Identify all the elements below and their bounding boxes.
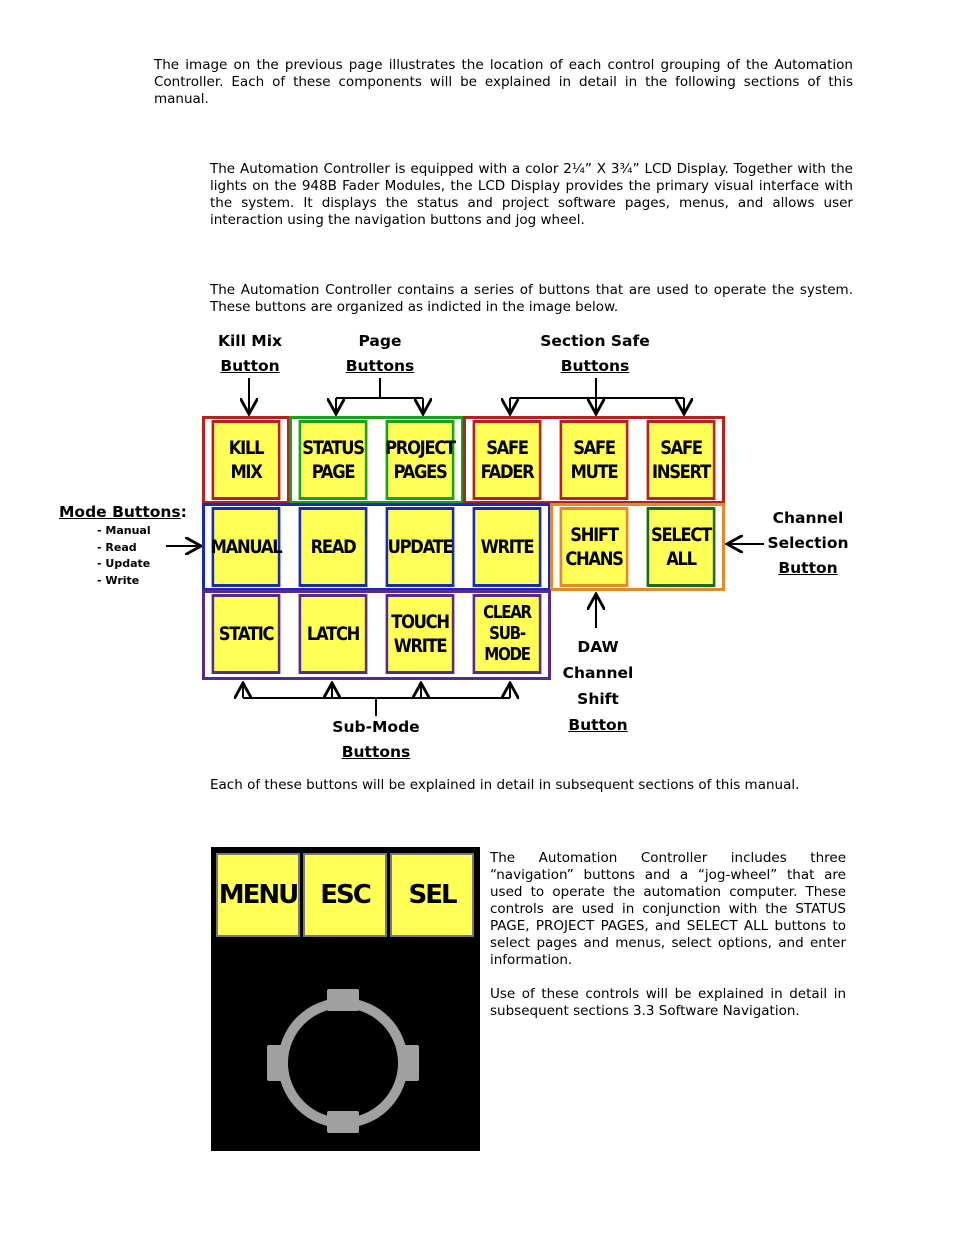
list-item: - Read bbox=[97, 540, 137, 554]
safe-insert-button[interactable]: SAFE INSERT bbox=[647, 420, 716, 500]
write-button[interactable]: WRITE bbox=[473, 507, 542, 587]
navigation-paragraph-2: Use of these controls will be explained in detail in subsequent sections 3.3 Software Navigation. bbox=[490, 986, 846, 1019]
section-safe-label: Section Safe Buttons bbox=[540, 332, 650, 375]
navigation-panel bbox=[211, 847, 480, 1151]
lcd-paragraph: The Automation Controller is equipped with a color 2¼” X 3¾” LCD Display. Together with the lights on the 948B Fader Modules, the LCD Display provides the primary visual interface with the system. It displays the status and project software pages, menus, and allows user interaction using the navigation buttons and jog wheel. bbox=[210, 161, 853, 228]
buttons-intro-paragraph: The Automation Controller contains a series of buttons that are used to operate the system. These buttons are organized as indicted in the image below. bbox=[210, 282, 853, 315]
select-all-button[interactable]: SELECT ALL bbox=[647, 507, 716, 587]
project-pages-button[interactable]: PROJECT PAGES bbox=[386, 420, 455, 500]
mode-buttons-list bbox=[97, 523, 151, 589]
mode-buttons-label: Mode Buttons: bbox=[59, 503, 187, 521]
page-buttons-label: Page Buttons bbox=[345, 332, 415, 375]
kill-mix-button[interactable]: KILL MIX bbox=[212, 420, 281, 500]
update-button[interactable]: UPDATE bbox=[386, 507, 455, 587]
manual-button[interactable]: MANUAL bbox=[212, 507, 281, 587]
safe-mute-button[interactable]: SAFE MUTE bbox=[560, 420, 629, 500]
sel-button[interactable]: SEL bbox=[390, 853, 474, 937]
kill-mix-label: Kill Mix Button bbox=[217, 332, 283, 375]
latch-button[interactable]: LATCH bbox=[299, 594, 368, 674]
list-item: - Update bbox=[97, 557, 151, 570]
list-item: - Write bbox=[97, 573, 140, 587]
after-diagram-paragraph: Each of these buttons will be explained in detail in subsequent sections of this manual. bbox=[210, 777, 800, 793]
safe-fader-button[interactable]: SAFE FADER bbox=[473, 420, 542, 500]
jog-wheel-icon[interactable] bbox=[211, 847, 480, 1151]
daw-channel-shift-label: DAW Channel Shift Button bbox=[562, 638, 634, 734]
touch-write-button[interactable]: TOUCH WRITE bbox=[386, 594, 455, 674]
static-button[interactable]: STATIC bbox=[212, 594, 281, 674]
esc-button[interactable]: ESC bbox=[303, 853, 387, 937]
menu-button[interactable]: MENU bbox=[216, 853, 300, 937]
sub-mode-label: Sub-Mode Buttons bbox=[332, 718, 420, 761]
shift-chans-button[interactable]: SHIFT CHANS bbox=[560, 507, 629, 587]
navigation-paragraph-1: The Automation Controller includes three “navigation” buttons and a “jog-wheel” that are used to operate the automation computer. These controls are used in conjunction with the STATUS PAGE, PROJECT PAGES, and SELECT ALL buttons to select pages and menus, select options, and enter information. bbox=[490, 850, 846, 968]
clear-sub-mode-button[interactable]: CLEAR SUB- MODE bbox=[473, 594, 542, 674]
channel-selection-label: Channel Selection Button bbox=[767, 509, 849, 577]
list-item: - Manual bbox=[97, 524, 151, 537]
read-button[interactable]: READ bbox=[299, 507, 368, 587]
status-page-button[interactable]: STATUS PAGE bbox=[299, 420, 368, 500]
intro-paragraph: The image on the previous page illustrates the location of each control grouping of the Automation Controller. Each of these components will be explained in detail in the following sections of this manual. bbox=[154, 57, 853, 107]
